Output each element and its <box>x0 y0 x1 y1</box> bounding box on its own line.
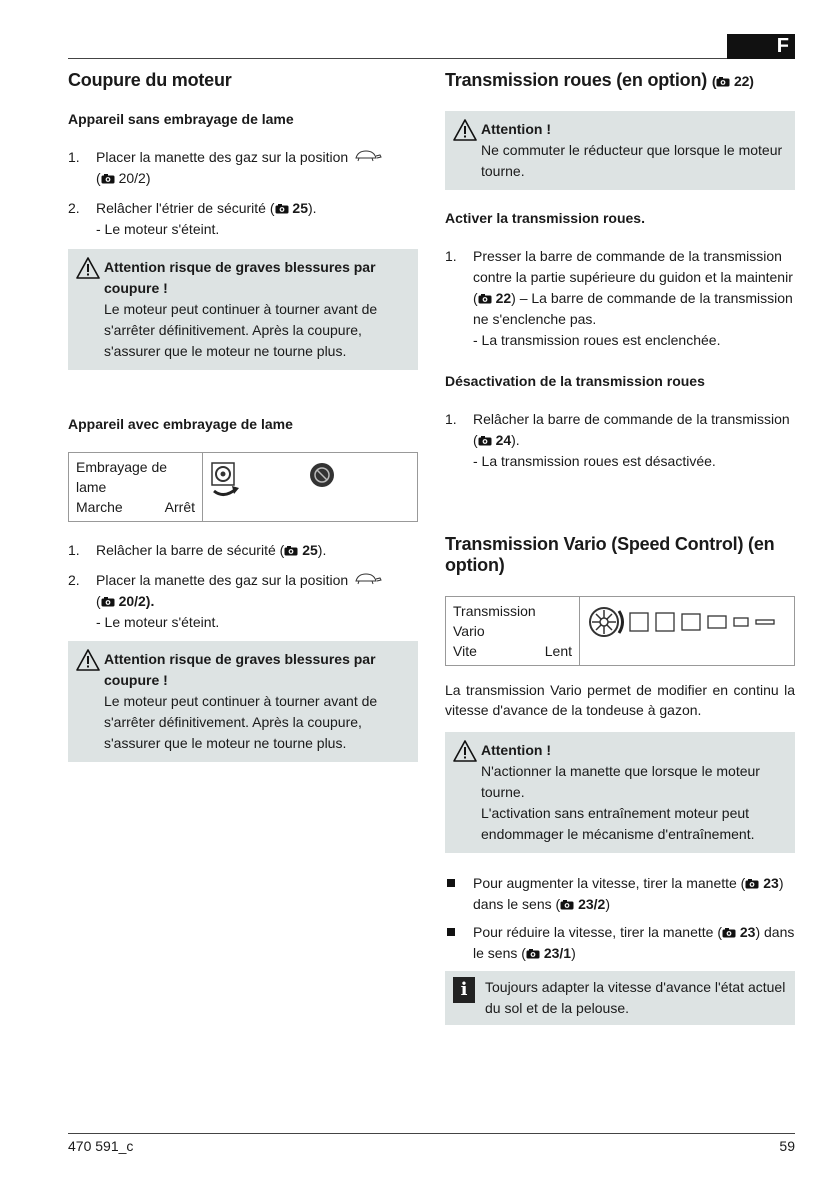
page-number: 59 <box>779 1138 795 1154</box>
reference-icon <box>275 204 289 214</box>
subsection-activate: Activer la transmission roues. <box>445 210 645 226</box>
left-column <box>68 70 418 762</box>
reference-icon <box>101 174 115 184</box>
steps-no-clutch <box>68 147 418 240</box>
attention-box: Attention ! Ne commuter le réducteur que lorsque le moteur tourne. <box>445 111 795 190</box>
speed-bullets <box>445 873 795 964</box>
subsection-deactivate: Désactivation de la transmission roues <box>445 373 705 389</box>
reference-icon <box>526 949 540 959</box>
language-tab: F <box>727 34 795 59</box>
turtle-icon <box>352 148 382 162</box>
blade-stopped-icon <box>309 462 335 488</box>
section-title-wheel-drive: Transmission roues (en option) ( 22) <box>445 70 754 90</box>
list-item: 2. Relâcher l'étrier de sécurité ( 25). - Le moteur s'éteint. <box>68 200 317 237</box>
reference-icon <box>478 294 492 304</box>
section-title-vario: Transmission Vario (Speed Control) (en option) <box>445 534 775 575</box>
warning-icon <box>453 119 477 141</box>
reference-icon <box>722 928 736 938</box>
warning-box: Attention risque de graves blessures par coupure ! Le moteur peut continuer à tourner avant de s'arrêter définitivement. Après la coupure, s'assurer que le moteur ne tourne plus. <box>68 249 418 370</box>
reference-icon <box>560 900 574 910</box>
warning-icon <box>76 649 100 671</box>
warning-icon <box>76 257 100 279</box>
blade-engaged-icon <box>210 461 244 501</box>
header-rule <box>68 58 795 59</box>
right-column <box>445 70 795 1025</box>
reference-icon <box>101 597 115 607</box>
list-item: Pour réduire la vitesse, tirer la manette ( 23) dans le sens ( 23/1) <box>445 922 795 964</box>
warning-icon <box>453 740 477 762</box>
document-number: 470 591_c <box>68 1138 134 1154</box>
bullet-icon <box>447 879 455 887</box>
reference-icon <box>745 879 759 889</box>
vario-table: Transmission Vario Vite Lent <box>445 596 795 666</box>
warning-box: Attention risque de graves blessures par coupure ! Le moteur peut continuer à tourner avant de s'arrêter définitivement. Après la coupure, s'assurer que le moteur ne tourne plus. <box>68 641 418 762</box>
attention-box: Attention ! N'actionner la manette que lorsque le moteur tourne. L'activation sans entraînement moteur peut endommager le mécanisme d'entraînement. <box>445 732 795 853</box>
info-box: i Toujours adapter la vitesse d'avance l'état actuel du sol et de la pelouse. <box>445 971 795 1025</box>
subsection-with-clutch: Appareil avec embrayage de lame <box>68 416 293 432</box>
blade-clutch-table: Embrayage de lame Marche Arrêt <box>68 452 418 522</box>
section-title-engine-stop: Coupure du moteur <box>68 70 232 90</box>
steps-with-clutch <box>68 540 418 633</box>
turtle-icon <box>352 571 382 585</box>
reference-icon <box>478 436 492 446</box>
footer-rule <box>68 1133 795 1134</box>
speed-scale-icon <box>586 603 786 641</box>
bullet-icon <box>447 928 455 936</box>
list-item: 1. Relâcher la barre de commande de la transmission ( 24). - La transmission roues est désactivée. <box>445 411 790 469</box>
list-item: 1. Placer la manette des gaz sur la position ( 20/2) <box>68 147 418 189</box>
list-item: 2. Placer la manette des gaz sur la position ( 20/2). - Le moteur s'éteint. <box>68 570 418 633</box>
list-item: 1. Presser la barre de commande de la transmission contre la partie supérieure du guidon et la maintenir ( 22) – La barre de commande de la transmission ne s'enclenche pas. - La transmission roues est enclenchée. <box>445 248 793 348</box>
reference-icon <box>716 77 730 87</box>
vario-description: La transmission Vario permet de modifier en continu la vitesse d'avance de la tondeuse à gazon. <box>445 682 795 718</box>
info-icon: i <box>453 977 475 1003</box>
reference-icon <box>284 546 298 556</box>
list-item: Pour augmenter la vitesse, tirer la manette ( 23) dans le sens ( 23/2) <box>445 873 795 915</box>
list-item: 1. Relâcher la barre de sécurité ( 25). <box>68 542 327 558</box>
subsection-no-clutch: Appareil sans embrayage de lame <box>68 111 294 127</box>
